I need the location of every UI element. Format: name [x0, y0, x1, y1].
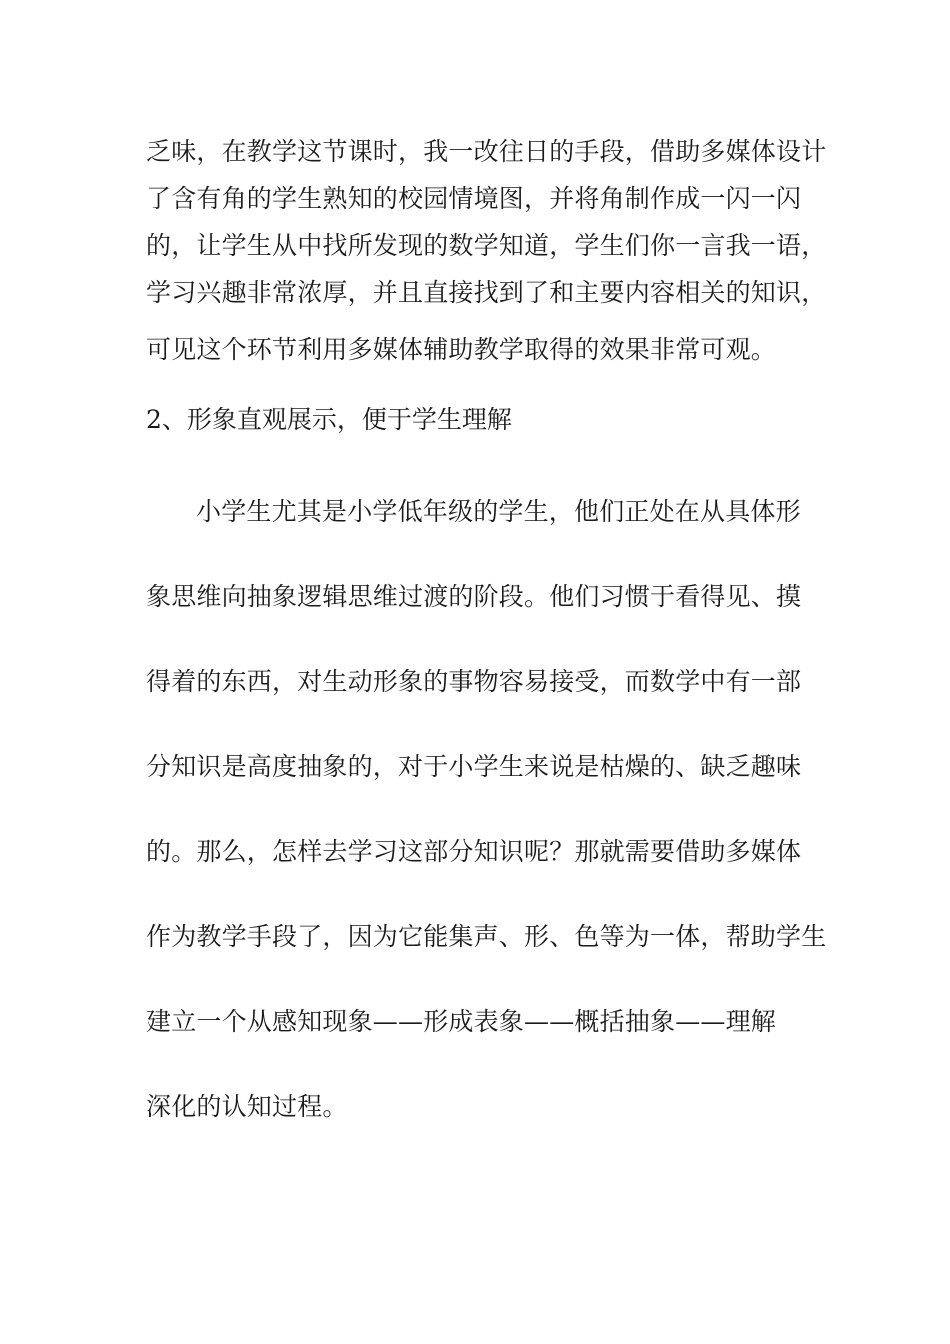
paragraph-1-line-1: 乏味，在教学这节课时，我一改往日的手段，借助多媒体设计 — [146, 137, 827, 166]
section-heading: 2、形象直观展示，便于学生理解 — [146, 405, 512, 434]
paragraph-2-line-1: 小学生尤其是小学低年级的学生，他们正处在从具体形 — [196, 497, 801, 526]
paragraph-2-line-6: 作为教学手段了，因为它能集声、形、色等为一体，帮助学生 — [146, 922, 827, 951]
paragraph-2-line-4: 分知识是高度抽象的，对于小学生来说是枯燥的、缺乏趣味 — [146, 752, 802, 781]
paragraph-2-line-7: 建立一个从感知现象——形成表象——概括抽象——理解 — [146, 1007, 777, 1036]
paragraph-2-line-3: 得着的东西，对生动形象的事物容易接受，而数学中有一部 — [146, 667, 802, 696]
paragraph-2-line-8: 深化的认知过程。 — [146, 1092, 348, 1121]
paragraph-2-line-2: 象思维向抽象逻辑思维过渡的阶段。他们习惯于看得见、摸 — [146, 582, 802, 611]
paragraph-1-line-4: 学习兴趣非常浓厚，并且直接找到了和主要内容相关的知识， — [146, 278, 827, 307]
paragraph-1-line-3: 的，让学生从中找所发现的数学知道，学生们你一言我一语， — [146, 231, 827, 260]
paragraph-1-line-5: 可见这个环节利用多媒体辅助教学取得的效果非常可观。 — [146, 335, 777, 364]
paragraph-1-line-2: 了含有角的学生熟知的校园情境图，并将角制作成一闪一闪 — [146, 184, 802, 213]
paragraph-2-line-5: 的。那么，怎样去学习这部分知识呢？那就需要借助多媒体 — [146, 837, 802, 866]
